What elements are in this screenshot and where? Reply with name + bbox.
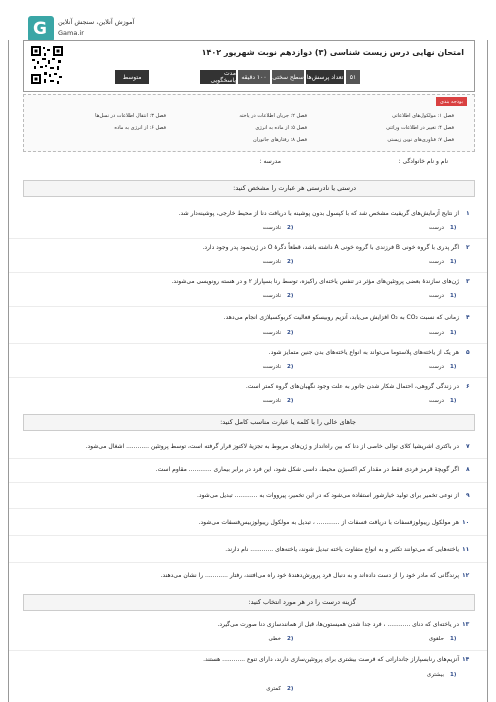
question-text: از نتایج آزمایش‌های گریفیت مشخص شد که با کپسول بدون پوشینه با دریافت دنا از محیط خارجی، پوشینه‌دار شد. [178,210,459,217]
question-text: از نوعی تخمیر برای تولید خیارشور استفاده می‌شود که در این تخمیر، پیرووات به ............ تبدیل می‌شود. [197,492,459,499]
question-text: زمانی که نسبت CO₂ به O₂ افزایش می‌یابد، آنزیم روبیسکو فعالیت کربوکسیلازی انجام می‌دهد. [223,314,459,321]
page-border-right [487,40,488,702]
option-true[interactable]: درست [428,293,444,299]
topic-item: فصل ۳: انتقال اطلاعات در نسل‌ها [95,113,166,119]
divider [8,458,488,459]
option-2[interactable]: کمتری [266,686,281,692]
divider [8,535,488,536]
option-2[interactable]: خطی [268,636,281,642]
option-number: 2) [287,686,294,692]
divider [8,650,488,651]
question-number: ۱۴ [462,656,470,663]
question-text: در زندگی گروهی، احتمال شکار شدن جانور به علت وجود نگهبان‌های گروه کمتر است. [245,383,459,390]
option-true[interactable]: درست [428,398,444,404]
option-false[interactable]: نادرست [262,225,281,231]
difficulty-label: سطح سختی [272,70,304,84]
question-number: ۲ [466,244,470,251]
option-true[interactable]: درست [428,330,444,336]
page-border-left [8,40,9,702]
question-number: ۱۰ [462,519,470,526]
option-false[interactable]: نادرست [262,330,281,336]
school-label: مدرسه : [259,158,281,165]
question-count-value: ۵۱ [346,70,360,84]
question-number: ۱۳ [462,621,470,628]
difficulty-value: متوسط [115,70,149,84]
question-number: ۱۱ [462,546,470,553]
question-text: یاخته‌هایی که می‌توانند تکثیر و به انواع متفاوت یاخته تبدیل شوند، یاخته‌های ............ نام دارند. [225,546,459,553]
question-text: اگر گویچهٔ قرمز فردی فقط در مقدار کم اکسیژن محیط، داسی شکل شود، این فرد در برابر بیماری ............ مقاوم است. [155,466,459,473]
budget-box [23,94,475,152]
question-text: پرندگانی که مادر خود را از دست داده‌اند و به دنبال فرد پرورش‌دهندهٔ خود راه می‌افتند، رفتار ............ را نشان می‌دهند. [160,572,459,579]
option-false[interactable]: نادرست [262,364,281,370]
qr-code-icon [30,44,64,86]
question-text: هر یک از یاخته‌های پلاستوما می‌تواند به انواع یاخته‌های بدن جنین متمایز شود. [268,349,459,356]
question-text: اگر پدری با گروه خونی B فرزندی با گروه خونی A داشته باشد، قطعاً دگرهٔ O در ژن‌نمود پدر وجود دارد. [202,244,459,251]
question-text: در یاخته‌ای که دنای ............ ، فرد جدا شدن همیستون‌ها، قبل از همانندسازی دنا صورت می‌گیرد. [217,621,459,628]
topic-item: فصل ۲: جریان اطلاعات در یاخته [239,113,307,119]
topic-item: فصل ۶: از انرژی به ماده [114,125,166,131]
option-1[interactable]: بیشتری [426,672,444,678]
question-number: ۱ [466,210,470,217]
option-number: 2) [287,636,294,642]
brand-site: Gama.ir [58,29,84,37]
question-number: ۷ [466,443,470,450]
divider [8,508,488,509]
option-number: 2) [287,330,294,336]
divider [8,306,488,307]
divider [8,272,488,273]
duration-value: ۱۰۰ دقیقه [238,70,270,84]
option-false[interactable]: نادرست [262,293,281,299]
question-count-label: تعداد پرسش‌ها [306,70,344,84]
topic-item: فصل ۸: رفتارهای جانوران [252,137,307,143]
option-number: 2) [287,293,294,299]
option-true[interactable]: درست [428,259,444,265]
option-number: 1) [450,330,457,336]
option-number: 2) [287,225,294,231]
section-title: جاهای خالی را با کلمه یا عبارت مناسب کامل کنید: [220,418,356,426]
option-true[interactable]: درست [428,364,444,370]
question-number: ۴ [466,314,470,321]
option-number: 1) [450,364,457,370]
gama-logo: G [28,16,54,42]
topic-item: فصل ۱: مولکول‌های اطلاعاتی [392,113,454,119]
option-false[interactable]: نادرست [262,398,281,404]
option-number: 1) [450,225,457,231]
question-number: ۱۲ [462,572,470,579]
section-title: درستی یا نادرستی هر عبارت را مشخص کنید: [233,184,356,192]
question-number: ۳ [466,278,470,285]
divider [8,562,488,563]
budget-badge: بودجه بندی [436,97,467,106]
option-false[interactable]: نادرست [262,259,281,265]
question-text: هر مولکول ریبولوزفسفات با دریافت فسفات از ............ ، تبدیل به مولکول ریبولوزبیس‌فسفات می‌شود. [198,519,459,526]
question-number: ۶ [466,383,470,390]
divider [8,377,488,378]
option-number: 1) [450,672,457,678]
option-number: 1) [450,636,457,642]
topic-item: فصل ۵: از ماده به انرژی [255,125,307,131]
divider [8,343,488,344]
topic-item: فصل ۴: تغییر در اطلاعات وراثتی [386,125,454,131]
student-name-label: نام و نام خانوادگی : [398,158,448,165]
divider [8,482,488,483]
question-text: آنزیم‌های رنابسپاراز جانداراتی که فرصت بیشتری برای پروتئین‌سازی دارند، دارای تنوع ............ هستند. [203,656,459,663]
option-number: 2) [287,259,294,265]
option-1[interactable]: حلقوی [428,636,444,642]
option-number: 1) [450,259,457,265]
option-number: 1) [450,293,457,299]
duration-label: مدت پاسخگویی [200,70,236,84]
option-number: 1) [450,398,457,404]
question-number: ۵ [466,349,470,356]
option-true[interactable]: درست [428,225,444,231]
question-number: ۹ [466,492,470,499]
divider [8,238,488,239]
question-text: ژن‌های سازندهٔ بعضی پروتئین‌های مؤثر در تنفس یاخته‌ای راکیزه، توسط رنا بسپاراز ۲ و در هسته رونویسی می‌شوند. [171,278,459,285]
exam-title: امتحان نهایی درس زیست شناسی (۳) دوازدهم نوبت شهریور ۱۴۰۲ [201,48,464,57]
option-number: 2) [287,398,294,404]
brand-tagline: آموزش آنلاین، سنجش آنلاین [58,18,135,26]
option-number: 2) [287,364,294,370]
topic-item: فصل ۷: فناوری‌های نوین زیستی [387,137,454,143]
section-title: گزینه درست را در هر مورد انتخاب کنید: [248,598,356,606]
question-text: در باکتری اشریشیا کلای توالی خاصی از دنا که بین راه‌انداز و ژن‌های مربوط به تجزیهٔ لاکتوز قرار گرفته است، توسط پروتئین ............ اشغال می‌شود. [85,443,459,450]
question-number: ۸ [466,466,470,473]
